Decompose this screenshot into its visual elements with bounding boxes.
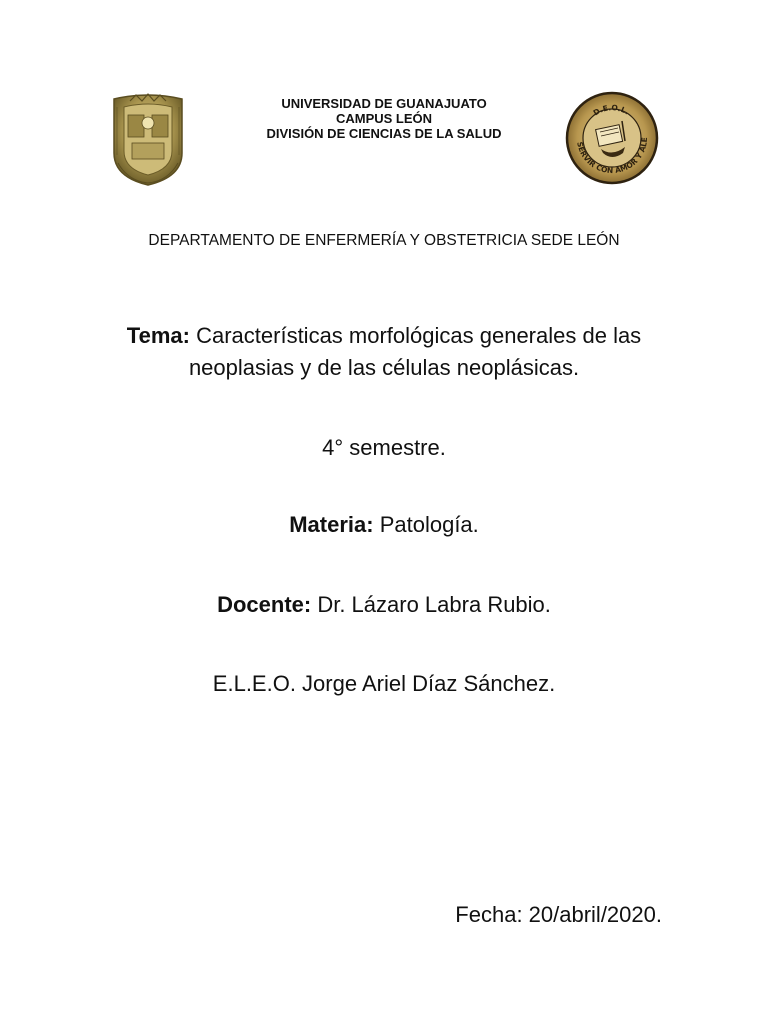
seal-ring-text: SERVIR CON AMOR Y ALE (575, 136, 650, 176)
university-header (200, 96, 568, 141)
teacher-label: Docente: (217, 592, 312, 617)
student-name: E.L.E.O. Jorge Ariel Díaz Sánchez. (212, 671, 556, 696)
teacher-value: Dr. Lázaro Labra Rubio. (317, 592, 551, 617)
campus-name: CAMPUS LEÓN (335, 111, 433, 126)
subject (0, 512, 768, 538)
seal-top-text: D.E.O.L. (591, 103, 631, 118)
subject-value: Patología. (379, 512, 479, 537)
topic-value: Características morfológicas generales de las neoplasias y de las células neoplásicas. (188, 323, 642, 380)
subject-label: Materia: (289, 512, 374, 537)
department-name: DEPARTAMENTO DE ENFERMERÍA Y OBSTETRICIA SEDE LEÓN (148, 232, 620, 249)
topic (100, 320, 668, 384)
semester: 4° semestre. (322, 435, 446, 460)
university-crest-icon (108, 93, 188, 187)
date: Fecha: 20/abril/2020. (455, 902, 662, 927)
topic-label: Tema: (126, 323, 190, 348)
university-name: UNIVERSIDAD DE GUANAJUATO (281, 96, 487, 111)
teacher (0, 592, 768, 618)
deol-seal-icon (565, 91, 659, 185)
division-name: DIVISIÓN DE CIENCIAS DE LA SALUD (266, 126, 502, 141)
